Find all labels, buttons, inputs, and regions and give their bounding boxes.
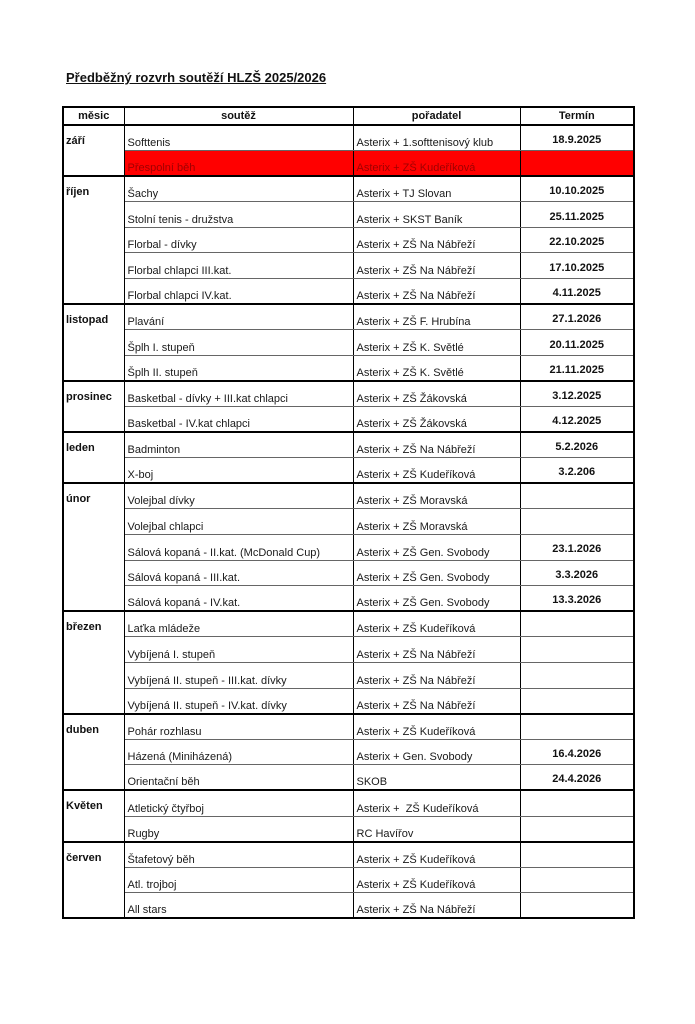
organizer-cell: Asterix + ZŠ Na Nábřeží [353, 279, 520, 305]
organizer-cell: RC Havířov [353, 816, 520, 842]
table-body [63, 125, 634, 918]
date-cell [520, 611, 634, 637]
month-cell: září [63, 125, 124, 176]
month-cell: říjen [63, 176, 124, 304]
date-cell [520, 893, 634, 919]
header-competition: soutěž [124, 107, 353, 125]
competition-cell: Florbal chlapci IV.kat. [124, 279, 353, 305]
competition-cell: Šplh I. stupeň [124, 330, 353, 356]
organizer-cell: Asterix + ZŠ Kudeříková [353, 790, 520, 816]
date-cell: 18.9.2025 [520, 125, 634, 151]
header-row [63, 107, 634, 125]
month-cell: listopad [63, 304, 124, 381]
competition-cell: Volejbal dívky [124, 483, 353, 509]
competition-cell: Orientační běh [124, 765, 353, 791]
date-cell: 24.4.2026 [520, 765, 634, 791]
organizer-cell: Asterix + ZŠ Žákovská [353, 381, 520, 407]
organizer-cell: Asterix + ZŠ Na Nábřeží [353, 637, 520, 663]
date-cell: 10.10.2025 [520, 176, 634, 202]
date-cell: 21.11.2025 [520, 355, 634, 381]
table-row [63, 407, 634, 433]
date-cell [520, 637, 634, 663]
table-row [63, 688, 634, 714]
competition-cell: Badminton [124, 432, 353, 458]
competition-cell: Přespolní běh [124, 151, 353, 177]
date-cell [520, 151, 634, 177]
competition-cell: All stars [124, 893, 353, 919]
competition-cell: Sálová kopaná - IV.kat. [124, 586, 353, 612]
table-row [63, 842, 634, 868]
date-cell: 17.10.2025 [520, 253, 634, 279]
organizer-cell: Asterix + ZŠ Kudeříková [353, 867, 520, 893]
competition-cell: Basketbal - IV.kat chlapci [124, 407, 353, 433]
date-cell: 23.1.2026 [520, 535, 634, 561]
competition-cell: Softtenis [124, 125, 353, 151]
table-row [63, 586, 634, 612]
table-row [63, 483, 634, 509]
date-cell: 3.12.2025 [520, 381, 634, 407]
date-cell: 3.2.206 [520, 458, 634, 484]
organizer-cell: Asterix + ZŠ Žákovská [353, 407, 520, 433]
date-cell [520, 509, 634, 535]
date-cell [520, 662, 634, 688]
table-row [63, 535, 634, 561]
date-cell [520, 688, 634, 714]
table-row [63, 330, 634, 356]
organizer-cell: Asterix + ZŠ Na Nábřeží [353, 893, 520, 919]
table-row [63, 279, 634, 305]
organizer-cell: Asterix + ZŠ Kudeříková [353, 611, 520, 637]
organizer-cell: Asterix + ZŠ K. Světlé [353, 355, 520, 381]
table-row [63, 432, 634, 458]
table-row [63, 739, 634, 765]
date-cell: 27.1.2026 [520, 304, 634, 330]
table-row [63, 765, 634, 791]
organizer-cell: Asterix + ZŠ Kudeříková [353, 714, 520, 740]
date-cell [520, 790, 634, 816]
date-cell: 25.11.2025 [520, 202, 634, 228]
date-cell [520, 842, 634, 868]
organizer-cell: Asterix + ZŠ Na Nábřeží [353, 253, 520, 279]
table-row [63, 304, 634, 330]
organizer-cell: Asterix + ZŠ Moravská [353, 483, 520, 509]
organizer-cell: Asterix + ZŠ Kudeříková [353, 151, 520, 177]
organizer-cell: Asterix + ZŠ F. Hrubína [353, 304, 520, 330]
table-row [63, 611, 634, 637]
table-row [63, 227, 634, 253]
schedule-table [62, 106, 635, 919]
table-row [63, 202, 634, 228]
table-row [63, 637, 634, 663]
competition-cell: Pohár rozhlasu [124, 714, 353, 740]
organizer-cell: Asterix + ZŠ Na Nábřeží [353, 432, 520, 458]
table-row [63, 458, 634, 484]
table-row [63, 790, 634, 816]
organizer-cell: Asterix + ZŠ Na Nábřeží [353, 662, 520, 688]
organizer-cell: Asterix + 1.softtenisový klub [353, 125, 520, 151]
month-cell: Květen [63, 790, 124, 841]
organizer-cell: Asterix + ZŠ Kudeříková [353, 842, 520, 868]
competition-cell: Rugby [124, 816, 353, 842]
date-cell [520, 816, 634, 842]
header-date: Termín [520, 107, 634, 125]
date-cell: 4.12.2025 [520, 407, 634, 433]
organizer-cell: Asterix + ZŠ K. Světlé [353, 330, 520, 356]
date-cell: 20.11.2025 [520, 330, 634, 356]
date-cell: 5.2.2026 [520, 432, 634, 458]
competition-cell: Atletický čtyřboj [124, 790, 353, 816]
date-cell: 4.11.2025 [520, 279, 634, 305]
month-cell: duben [63, 714, 124, 791]
table-row [63, 253, 634, 279]
header-month: měsic [63, 107, 124, 125]
organizer-cell: Asterix + TJ Slovan [353, 176, 520, 202]
competition-cell: Stolní tenis - družstva [124, 202, 353, 228]
competition-cell: Sálová kopaná - III.kat. [124, 560, 353, 586]
page-title: Předběžný rozvrh soutěží HLZŠ 2025/2026 [66, 70, 327, 85]
month-cell: leden [63, 432, 124, 483]
competition-cell: Sálová kopaná - II.kat. (McDonald Cup) [124, 535, 353, 561]
table-row [63, 816, 634, 842]
month-cell: březen [63, 611, 124, 713]
organizer-cell: Asterix + SKST Baník [353, 202, 520, 228]
competition-cell: Atl. trojboj [124, 867, 353, 893]
organizer-cell: Asterix + ZŠ Na Nábřeží [353, 688, 520, 714]
competition-cell: Plavání [124, 304, 353, 330]
table-row [63, 560, 634, 586]
competition-cell: Laťka mládeže [124, 611, 353, 637]
date-cell: 3.3.2026 [520, 560, 634, 586]
date-cell: 16.4.2026 [520, 739, 634, 765]
organizer-cell: Asterix + ZŠ Gen. Svobody [353, 535, 520, 561]
month-cell: únor [63, 483, 124, 611]
organizer-cell: Asterix + ZŠ Kudeříková [353, 458, 520, 484]
table-row [63, 355, 634, 381]
date-cell [520, 483, 634, 509]
table-row [63, 893, 634, 919]
table-row [63, 662, 634, 688]
competition-cell: Vybíjená II. stupeň - IV.kat. dívky [124, 688, 353, 714]
organizer-cell: Asterix + Gen. Svobody [353, 739, 520, 765]
competition-cell: X-boj [124, 458, 353, 484]
competition-cell: Vybíjená I. stupeň [124, 637, 353, 663]
table-row [63, 151, 634, 177]
competition-cell: Štafetový běh [124, 842, 353, 868]
date-cell [520, 714, 634, 740]
competition-cell: Házená (Miniházená) [124, 739, 353, 765]
header-organizer: pořadatel [353, 107, 520, 125]
competition-cell: Vybíjená II. stupeň - III.kat. dívky [124, 662, 353, 688]
table-row [63, 714, 634, 740]
table-row [63, 381, 634, 407]
competition-cell: Florbal - dívky [124, 227, 353, 253]
table-row [63, 176, 634, 202]
date-cell: 22.10.2025 [520, 227, 634, 253]
date-cell: 13.3.2026 [520, 586, 634, 612]
table-row [63, 509, 634, 535]
table-row [63, 125, 634, 151]
competition-cell: Šplh II. stupeň [124, 355, 353, 381]
month-cell: červen [63, 842, 124, 919]
competition-cell: Volejbal chlapci [124, 509, 353, 535]
organizer-cell: Asterix + ZŠ Na Nábřeží [353, 227, 520, 253]
organizer-cell: Asterix + ZŠ Gen. Svobody [353, 586, 520, 612]
organizer-cell: Asterix + ZŠ Gen. Svobody [353, 560, 520, 586]
table-header [63, 107, 634, 125]
competition-cell: Basketbal - dívky + III.kat chlapci [124, 381, 353, 407]
competition-cell: Šachy [124, 176, 353, 202]
organizer-cell: SKOB [353, 765, 520, 791]
organizer-cell: Asterix + ZŠ Moravská [353, 509, 520, 535]
competition-cell: Florbal chlapci III.kat. [124, 253, 353, 279]
table-row [63, 867, 634, 893]
month-cell: prosinec [63, 381, 124, 432]
date-cell [520, 867, 634, 893]
